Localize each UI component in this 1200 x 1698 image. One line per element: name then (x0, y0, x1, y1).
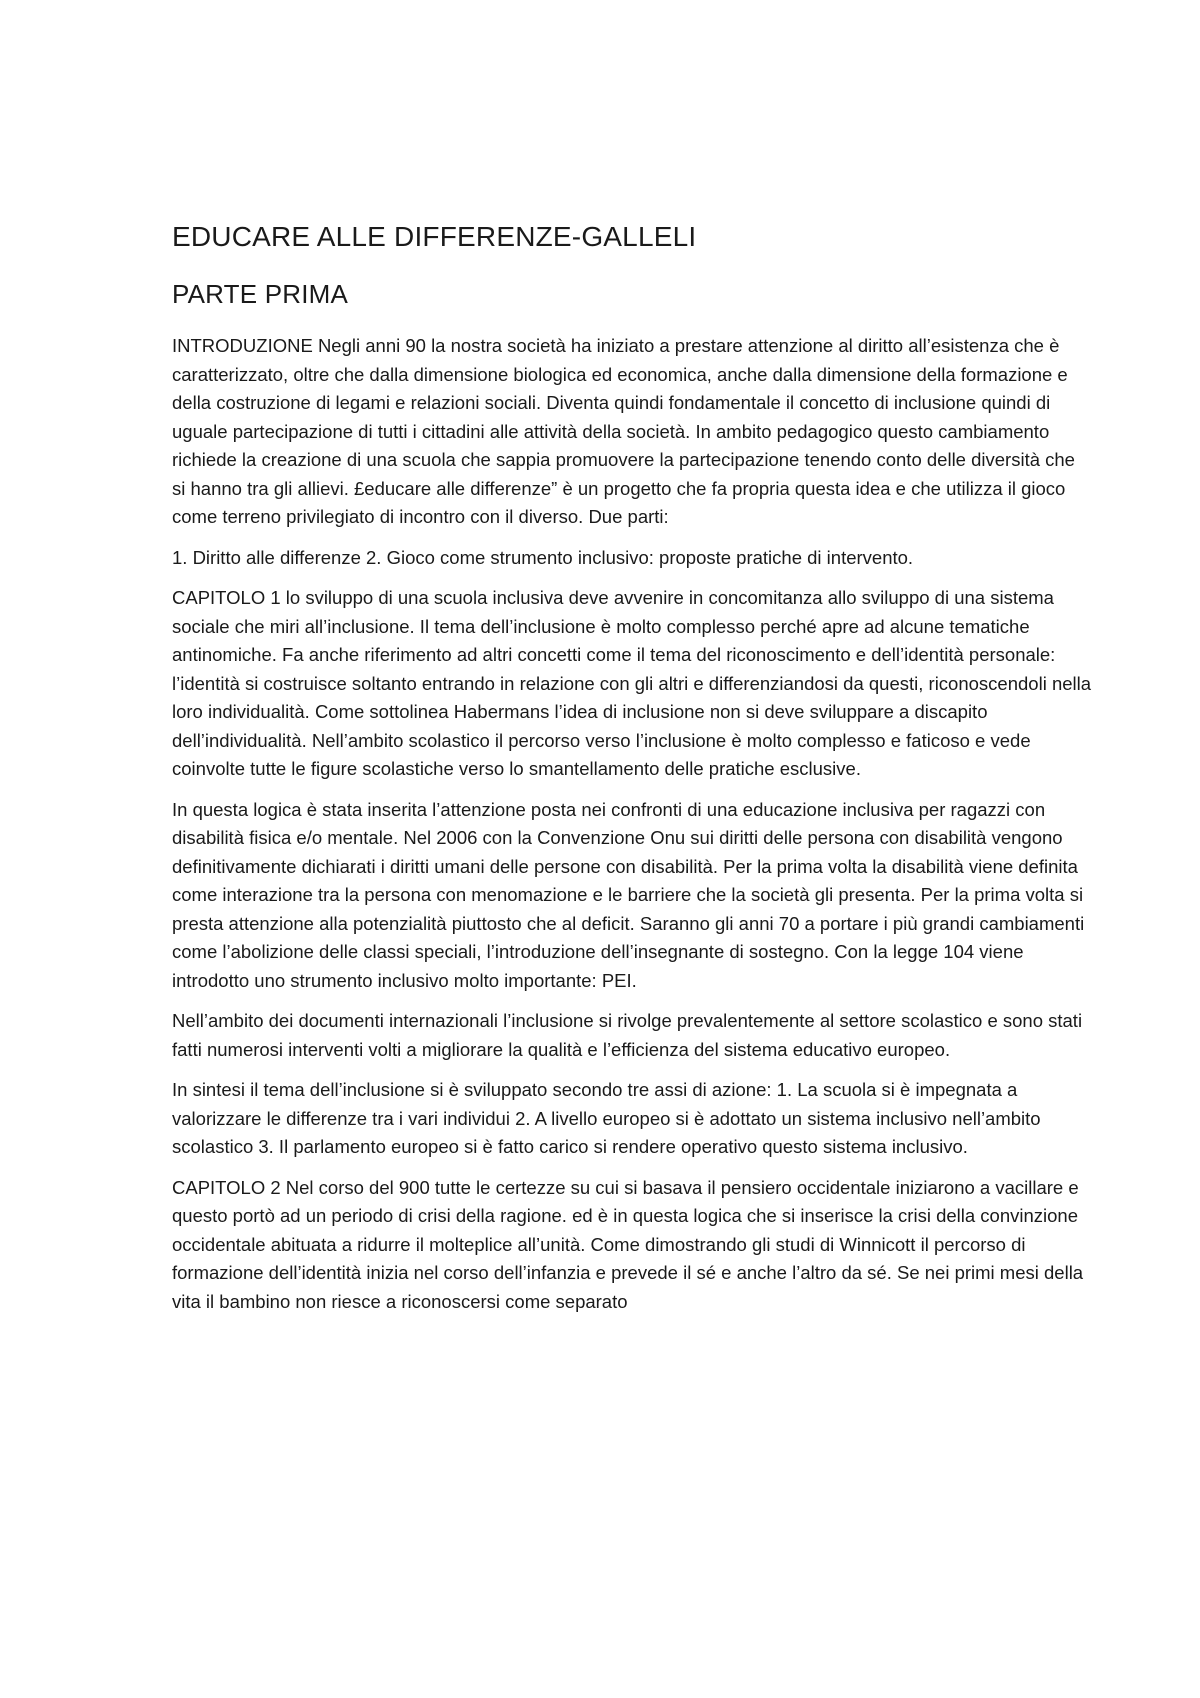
document-title: EDUCARE ALLE DIFFERENZE-GALLELI (172, 221, 697, 252)
document-page (172, 220, 1092, 1328)
paragraph-parts-list: 1. Diritto alle differenze 2. Gioco come strumento inclusivo: proposte pratiche di intervento. (172, 546, 914, 568)
paragraph-capitolo-1: CAPITOLO 1 lo sviluppo di una scuola inclusiva deve avvenire in concomitanza allo sviluppo di una sistema sociale che miri all’inclusione. Il tema dell’inclusione è molto complesso perché apre ad alcune tematiche antinomiche. Fa anche riferimento ad altri concetti come il tema del riconoscimento e dell’identità personale: l’identità si costruisce soltanto entrando in relazione con gli altri e differenziandosi da questi, riconoscendoli nella loro individualità. Come sottolinea Habermans l’idea di inclusione non si deve sviluppare a discapito dell’individualità. Nell’ambito scolastico il percorso verso l’inclusione è molto complesso e faticoso e vede coinvolte tutte le figure scolastiche verso lo smantellamento delle pratiche esclusive. (172, 587, 1092, 779)
paragraph-introduzione: INTRODUZIONE Negli anni 90 la nostra società ha iniziato a prestare attenzione al diritto all’esistenza che è caratterizzato, oltre che dalla dimensione biologica ed economica, anche dalla dimensione della formazione e della costruzione di legami e relazioni sociali. Diventa quindi fondamentale il concetto di inclusione quindi di uguale partecipazione di tutti i cittadini alle attività della società. In ambito pedagogico questo cambiamento richiede la creazione di una scuola che sappia promuovere la partecipazione tenendo conto delle diversità che si hanno tra gli allievi. £educare alle differenze” è un progetto che fa propria questa idea e che utilizza il gioco come terreno privilegiato di incontro con il diverso. Due parti: (172, 335, 1075, 527)
paragraph-documenti-internazionali: Nell’ambito dei documenti internazionali l’inclusione si rivolge prevalentemente al settore scolastico e sono stati fatti numerosi interventi volti a migliorare la qualità e l’efficienza del sistema educativo europeo. (172, 1010, 1083, 1060)
section-heading: PARTE PRIMA (172, 279, 349, 309)
paragraph-capitolo-2: CAPITOLO 2 Nel corso del 900 tutte le certezze su cui si basava il pensiero occidentale iniziarono a vacillare e questo portò ad un periodo di crisi della ragione. ed è in questa logica che si inserisce la crisi della convinzione occidentale abituata a ridurre il molteplice all’unità. Come dimostrando gli studi di Winnicott il percorso di formazione dell’identità inizia nel corso dell’infanzia e prevede il sé e anche l’altro da sé. Se nei primi mesi della vita il bambino non riesce a riconoscersi come separato (172, 1176, 1084, 1312)
paragraph-disabilita: In questa logica è stata inserita l’attenzione posta nei confronti di una educazione inclusiva per ragazzi con disabilità fisica e/o mentale. Nel 2006 con la Convenzione Onu sui diritti delle persona con disabilità vengono definitivamente dichiarati i diritti umani delle persone con disabilità. Per la prima volta la disabilità viene definita come interazione tra la persona con menomazione e le barriere che la società gli presenta. Per la prima volta si presta attenzione alla potenzialità piuttosto che al deficit. Saranno gli anni 70 a portare i più grandi cambiamenti come l’abolizione delle classi speciali, l’introduzione dell’insegnante di sostegno. Con la legge 104 viene introdotto uno strumento inclusivo molto importante: PEI. (172, 798, 1085, 991)
paragraph-sintesi: In sintesi il tema dell’inclusione si è sviluppato secondo tre assi di azione: 1. La scuola si è impegnata a valorizzare le differenze tra i vari individui 2. A livello europeo si è adottato un sistema inclusivo nell’ambito scolastico 3. Il parlamento europeo si è fatto carico si rendere operativo questo sistema inclusivo. (172, 1079, 1041, 1157)
